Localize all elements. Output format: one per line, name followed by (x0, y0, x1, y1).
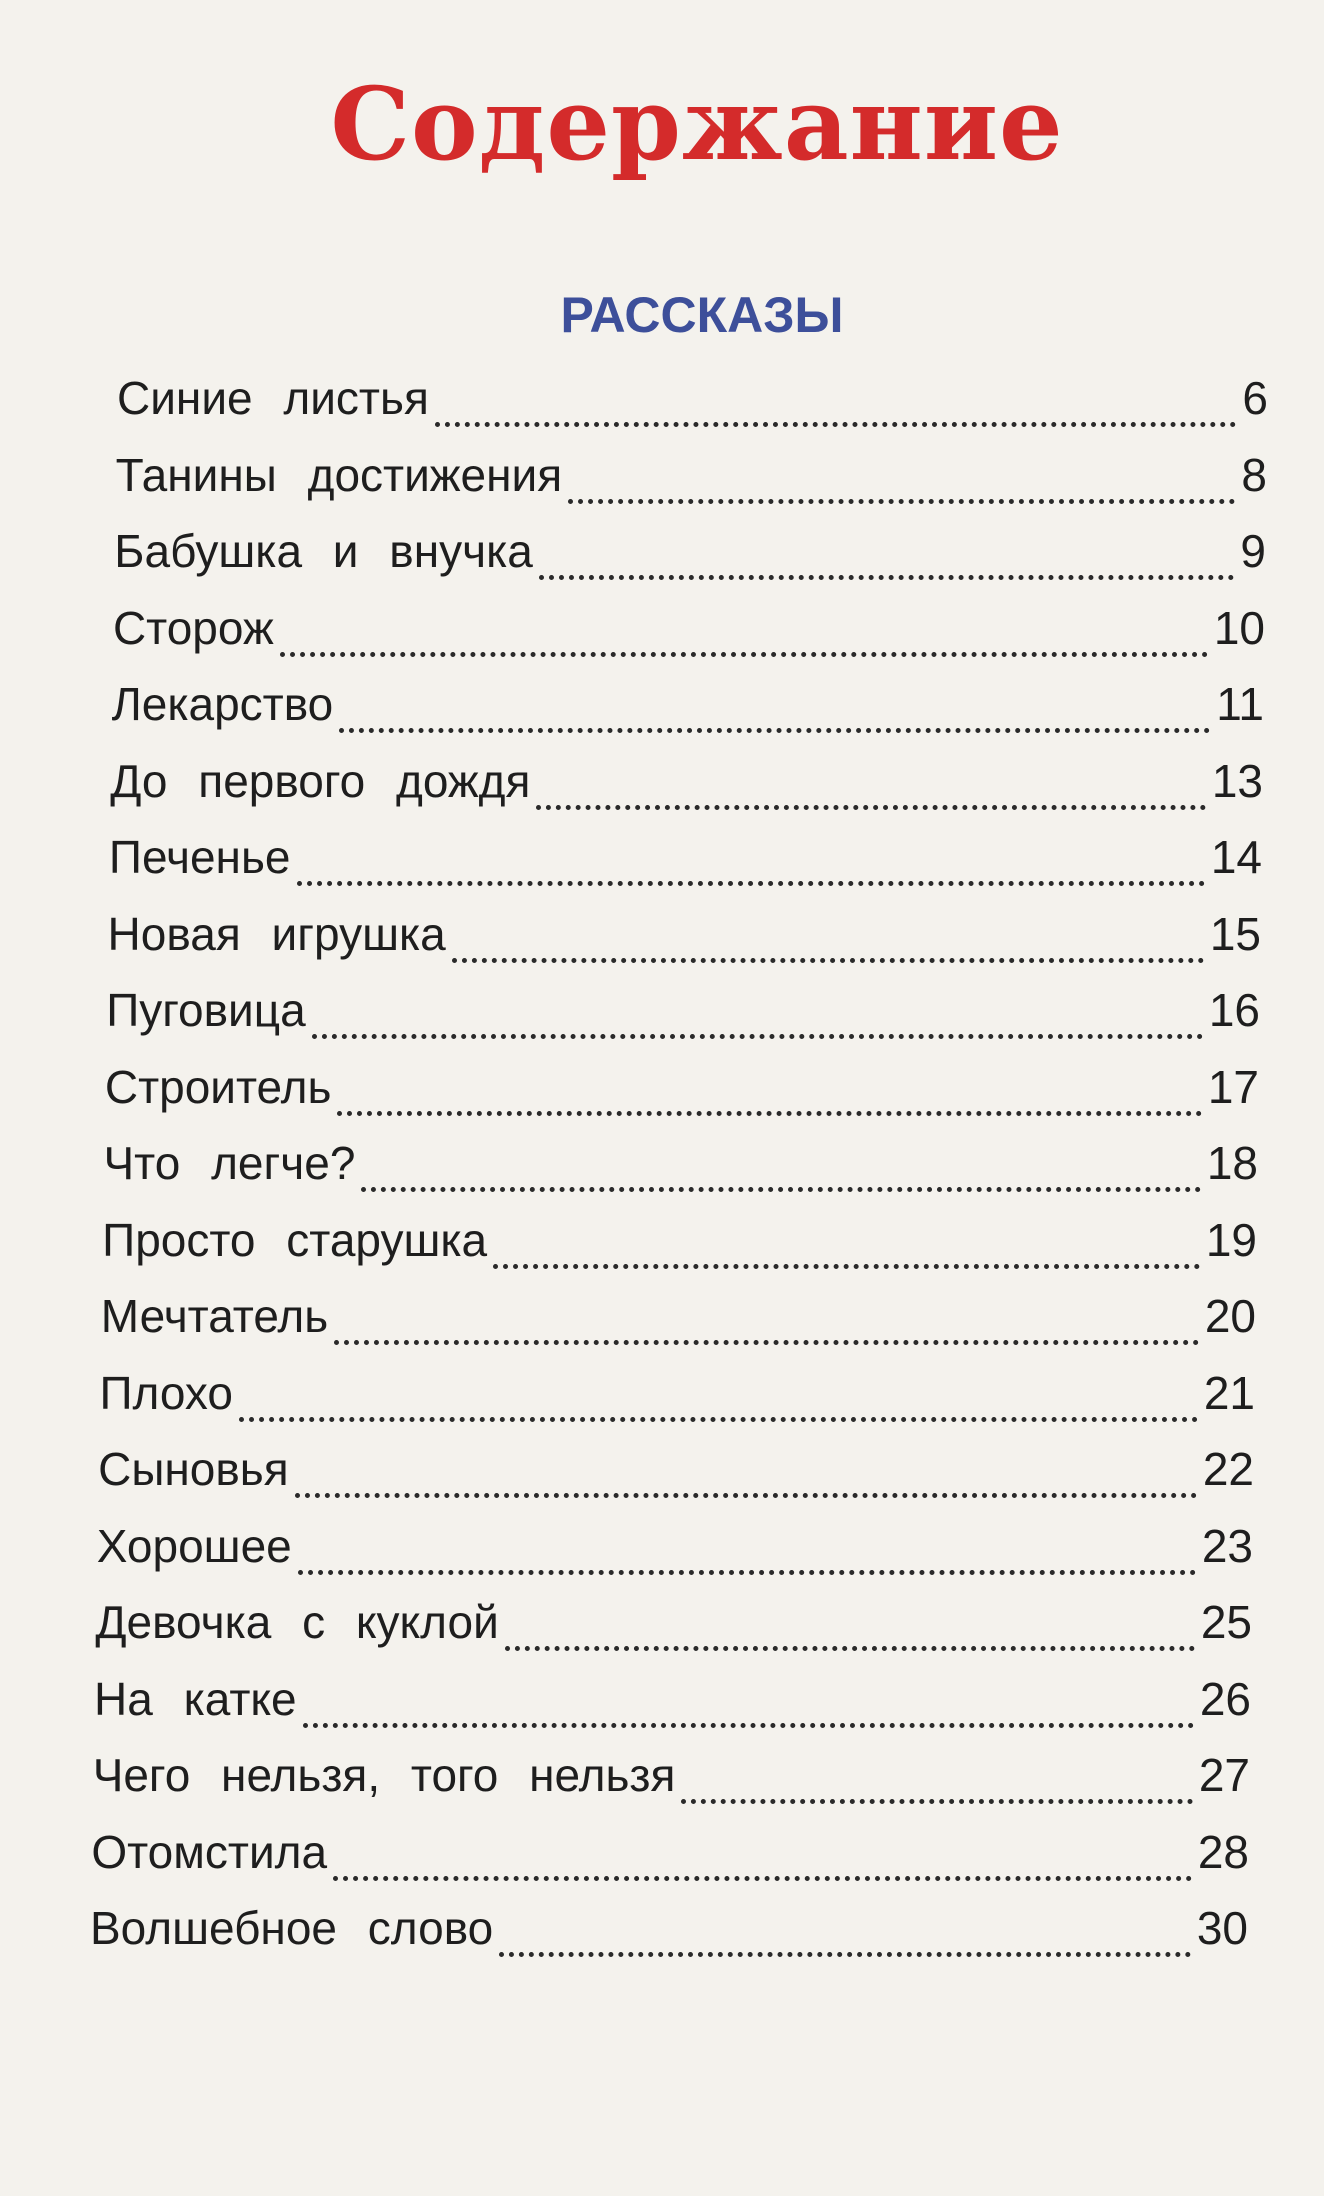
dot-leader (452, 958, 1204, 963)
toc-entry-page: 10 (1213, 601, 1265, 654)
toc-entry (99, 1366, 1255, 1430)
dot-leader (239, 1417, 1198, 1422)
toc-entry-page: 9 (1240, 525, 1266, 577)
toc-entry (95, 1596, 1252, 1659)
toc-entry-page: 14 (1210, 831, 1262, 883)
toc-entry (100, 1290, 1256, 1353)
toc-entry (102, 1213, 1257, 1277)
toc-entry (104, 1060, 1259, 1124)
toc-entry-page: 6 (1242, 372, 1268, 424)
dot-leader (303, 1723, 1194, 1728)
toc-entry-title: Хорошее (96, 1519, 292, 1572)
toc-entry-page: 27 (1198, 1749, 1250, 1801)
toc-entry-title: До первого дождя (110, 754, 531, 807)
dot-leader (334, 1340, 1199, 1345)
toc-entry-title: Отомстила (91, 1825, 328, 1878)
dot-leader (493, 1264, 1200, 1269)
toc-entry-title: Пуговица (106, 984, 306, 1036)
dot-leader (568, 499, 1235, 504)
toc-entry-title: Новая игрушка (107, 907, 446, 960)
toc-entry-page: 17 (1207, 1060, 1259, 1113)
toc-entry-page: 16 (1208, 984, 1260, 1036)
toc-entry-title: Лекарство (111, 678, 334, 730)
toc-entry-page: 19 (1205, 1213, 1257, 1266)
toc-entry-title: Девочка с куклой (95, 1596, 499, 1648)
dot-leader (280, 652, 1208, 657)
dot-leader (435, 422, 1237, 427)
toc-entry-title: Танины достижения (115, 448, 563, 501)
toc-entry-page: 15 (1209, 907, 1261, 960)
toc-entry-title: Просто старушка (102, 1213, 488, 1266)
toc-entry-title: Синие листья (117, 372, 429, 424)
toc-entry-title: Плохо (99, 1366, 233, 1419)
toc-entry (117, 372, 1268, 435)
toc-entry-title: Бабушка и внучка (114, 525, 533, 577)
toc-entry-page: 25 (1200, 1596, 1252, 1648)
toc-entry (92, 1749, 1250, 1812)
toc-entry-page: 22 (1202, 1443, 1254, 1495)
dot-leader (295, 1493, 1197, 1498)
toc-entry (90, 1902, 1248, 1965)
toc-entry-title: Строитель (104, 1060, 332, 1113)
toc-entry (115, 448, 1267, 512)
toc-entry-page: 23 (1201, 1519, 1253, 1572)
toc-entry-page: 18 (1206, 1137, 1258, 1189)
toc-entry-title: На катке (94, 1672, 297, 1725)
toc-entry (114, 525, 1266, 588)
dot-leader (297, 881, 1205, 886)
toc-entry (112, 601, 1265, 665)
toc-entry-page: 26 (1199, 1672, 1251, 1725)
toc-entry-page: 20 (1204, 1290, 1256, 1342)
toc-entry-title: Мечтатель (100, 1290, 329, 1342)
toc-entry-page: 13 (1211, 754, 1263, 807)
toc-entry (110, 754, 1263, 818)
dot-leader (499, 1952, 1191, 1957)
toc-entry-title: Печенье (108, 831, 291, 883)
toc-entry-title: Чего нельзя, того нельзя (92, 1749, 676, 1801)
dot-leader (339, 728, 1210, 733)
toc-entry-title: Что легче? (103, 1137, 356, 1189)
toc-entry-title: Сторож (112, 601, 274, 654)
toc-entry (111, 678, 1264, 741)
toc-entry-page: 8 (1241, 448, 1267, 501)
toc-entry (94, 1672, 1251, 1736)
toc-entry (98, 1443, 1254, 1506)
section-heading: РАССКАЗЫ (560, 287, 844, 343)
toc-entry-page: 28 (1197, 1825, 1249, 1878)
dot-leader (312, 1034, 1203, 1039)
toc-entry-page: 30 (1196, 1902, 1248, 1954)
toc-entry (106, 984, 1260, 1047)
dot-leader (361, 1187, 1200, 1192)
toc-entry-title: Волшебное слово (90, 1902, 494, 1954)
dot-leader (505, 1646, 1195, 1651)
dot-leader (337, 1111, 1201, 1116)
dot-leader (333, 1876, 1192, 1881)
dot-leader (536, 805, 1205, 810)
toc-entry-page: 11 (1216, 678, 1264, 730)
toc-entry-page: 21 (1203, 1366, 1255, 1419)
toc-entry (108, 831, 1262, 894)
dot-leader (681, 1799, 1192, 1804)
toc-entry-title: Сыновья (98, 1443, 289, 1495)
toc-entry (103, 1137, 1259, 1200)
dot-leader (298, 1570, 1196, 1575)
dot-leader (539, 575, 1235, 580)
page-title: Содержание (330, 65, 1064, 183)
toc-entry (107, 907, 1261, 971)
toc-entry (96, 1519, 1253, 1583)
toc-entry (91, 1825, 1249, 1889)
